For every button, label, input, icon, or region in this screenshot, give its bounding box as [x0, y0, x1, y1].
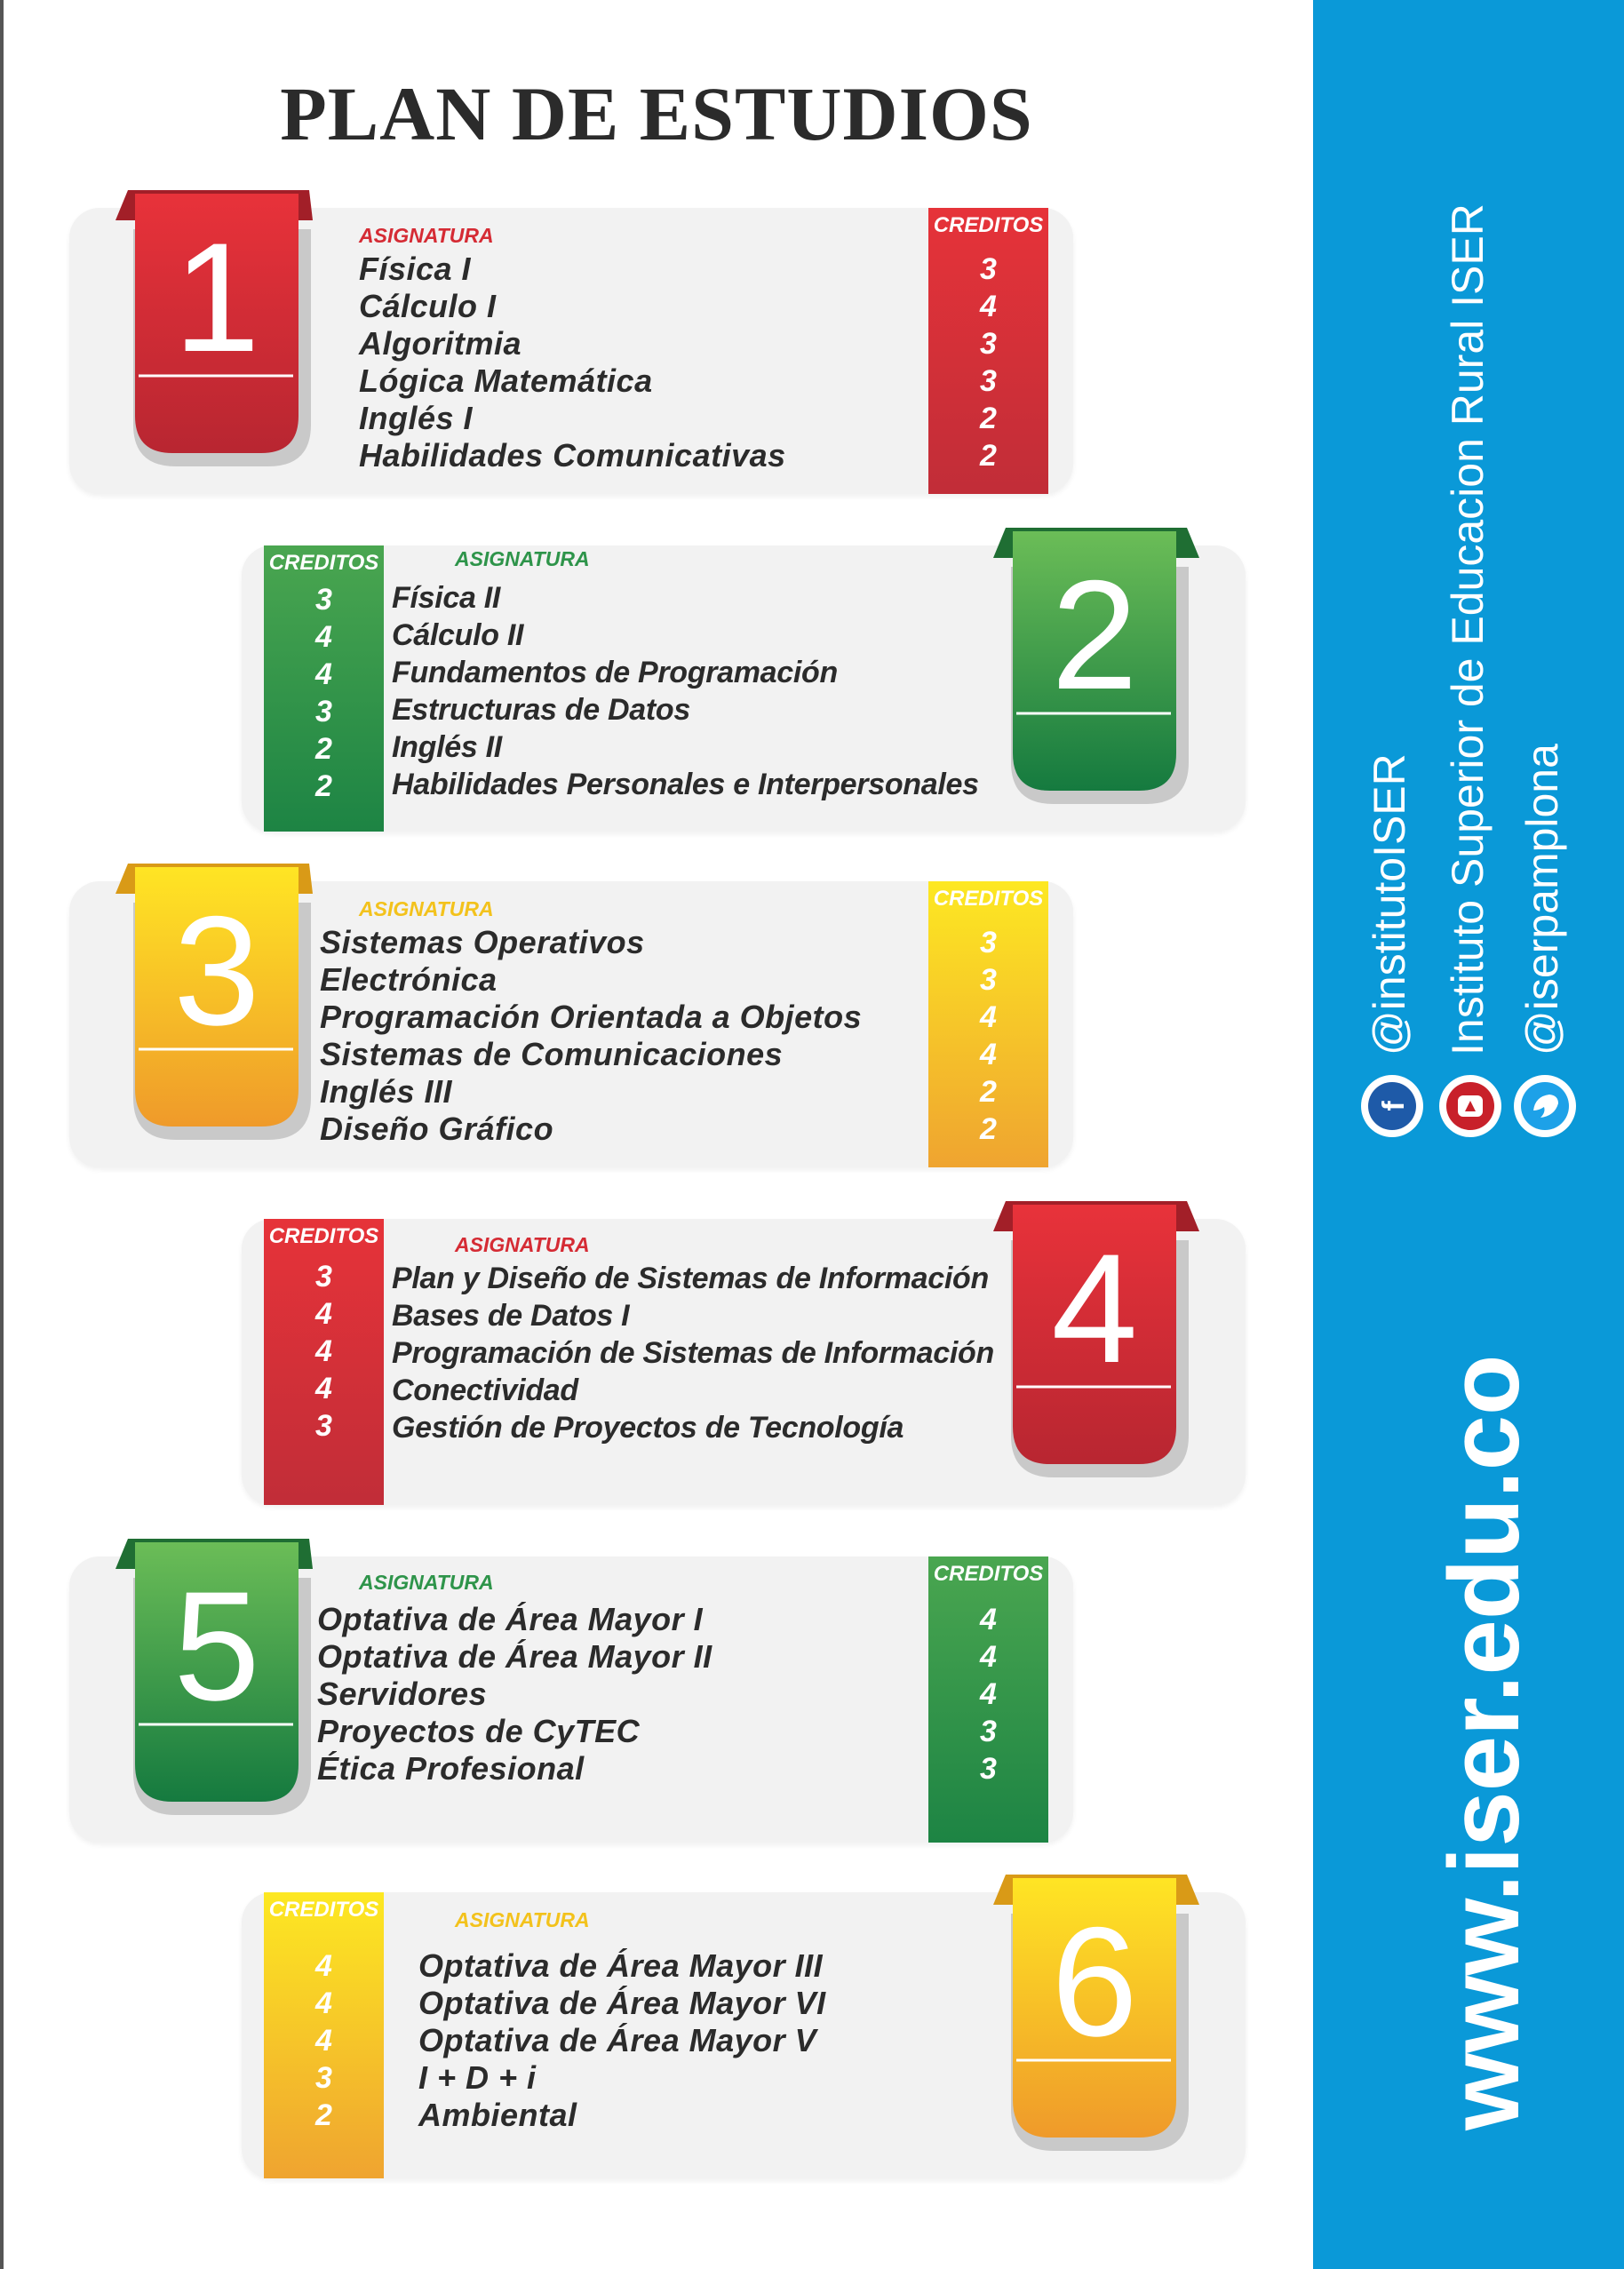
credit-value: 4: [315, 620, 332, 654]
subject-item: Habilidades Comunicativas: [359, 437, 786, 474]
credit-value: 4: [315, 1986, 332, 2020]
subject-list: [320, 924, 862, 1148]
credit-value: 4: [980, 1640, 997, 1674]
subject-item: Programación de Sistemas de Información: [392, 1336, 994, 1370]
credit-value: 2: [315, 769, 332, 803]
credit-value: 2: [315, 732, 332, 766]
credit-value: 4: [315, 1949, 332, 1983]
subject-item: Ambiental: [418, 2097, 577, 2133]
subject-item: Diseño Gráfico: [320, 1111, 554, 1147]
subject-item: Optativa de Área Mayor VI: [418, 1985, 826, 2021]
credit-value: 4: [315, 2024, 332, 2058]
semester-number: 2: [1051, 549, 1138, 722]
subject-item: Lógica Matemática: [359, 362, 653, 399]
institution-name: Instituto Superior de Educacion Rural ISER: [1443, 203, 1493, 1055]
creditos-label: CREDITOS: [268, 551, 379, 575]
creditos-label: CREDITOS: [933, 213, 1044, 237]
credit-value: 4: [315, 1372, 332, 1405]
subject-item: Inglés I: [359, 400, 474, 436]
credits-ribbon: [928, 881, 1048, 1167]
credit-list: [264, 581, 384, 805]
twitter-handle[interactable]: @iserpamplona: [1517, 744, 1567, 1055]
credit-value: 4: [980, 1000, 997, 1034]
subject-item: Cálculo II: [392, 618, 524, 652]
subject-list: [392, 579, 979, 803]
subject-item: Optativa de Área Mayor I: [317, 1601, 704, 1637]
subject-item: Optativa de Área Mayor III: [418, 1947, 824, 1984]
subject-item: Bases de Datos I: [392, 1299, 630, 1333]
semester-number-badge: [993, 1871, 1198, 2155]
svg-text:f: f: [1377, 1101, 1411, 1111]
subject-item: Estructuras de Datos: [392, 693, 690, 727]
credit-value: 4: [315, 657, 332, 691]
subject-item: Servidores: [317, 1676, 488, 1712]
subject-item: Física I: [359, 251, 472, 287]
credit-value: 3: [980, 926, 997, 959]
website-url[interactable]: www.iser.edu.co: [1429, 1354, 1540, 2130]
credit-value: 4: [980, 1603, 997, 1636]
facebook-handle[interactable]: @institutoISER: [1365, 753, 1414, 1055]
subject-item: Electrónica: [320, 961, 498, 998]
subject-item: Física II: [392, 581, 501, 615]
credit-value: 3: [980, 1752, 997, 1786]
credit-value: 3: [315, 1409, 332, 1443]
subject-item: Fundamentos de Programación: [392, 656, 838, 689]
semester-number: 6: [1051, 1896, 1138, 2069]
credit-value: 3: [315, 583, 332, 617]
credit-value: 3: [980, 963, 997, 997]
credit-value: 2: [980, 439, 997, 473]
credit-list: [928, 924, 1048, 1148]
creditos-label: CREDITOS: [268, 1224, 379, 1248]
subject-item: Habilidades Personales e Interpersonales: [392, 768, 979, 801]
credit-value: 2: [980, 402, 997, 435]
credit-value: 4: [315, 1334, 332, 1368]
subject-list: [359, 251, 786, 474]
semester-number-badge: [115, 1535, 320, 1819]
credits-ribbon: [264, 545, 384, 832]
page-title: PLAN DE ESTUDIOS: [280, 71, 1033, 156]
asignatura-label: ASIGNATURA: [455, 1908, 590, 1931]
youtube-icon[interactable]: [1439, 1075, 1501, 1137]
creditos-label: CREDITOS: [933, 887, 1044, 911]
asignatura-label: ASIGNATURA: [359, 897, 494, 920]
credit-value: 3: [315, 695, 332, 728]
subject-item: Ética Profesional: [317, 1750, 585, 1787]
credits-ribbon: [264, 1219, 384, 1505]
subject-item: Sistemas Operativos: [320, 924, 645, 960]
semester-number: 3: [173, 885, 260, 1058]
subject-item: Inglés III: [320, 1073, 453, 1110]
semester-number-badge: [115, 860, 320, 1144]
credit-value: 3: [315, 1260, 332, 1294]
credit-list: [928, 251, 1048, 474]
asignatura-label: ASIGNATURA: [359, 224, 494, 247]
credit-value: 3: [980, 364, 997, 398]
credit-value: 4: [980, 290, 997, 323]
credit-list: [264, 1258, 384, 1445]
semester-number: 1: [173, 211, 260, 385]
subject-item: Optativa de Área Mayor II: [317, 1638, 712, 1675]
subject-list: [392, 1260, 994, 1446]
creditos-label: CREDITOS: [268, 1898, 379, 1922]
credit-value: 2: [980, 1112, 997, 1146]
credit-value: 4: [980, 1677, 997, 1711]
asignatura-label: ASIGNATURA: [359, 1571, 494, 1594]
subject-list: [418, 1947, 826, 2134]
asignatura-label: ASIGNATURA: [455, 547, 590, 570]
credit-list: [928, 1601, 1048, 1787]
semester-number: 4: [1051, 1222, 1138, 1396]
credit-list: [264, 1947, 384, 2134]
subject-item: Algoritmia: [359, 325, 522, 362]
credit-value: 3: [980, 327, 997, 361]
semester-number-badge: [993, 1198, 1198, 1482]
semester-number-badge: [115, 187, 320, 471]
subject-item: Inglés II: [392, 730, 502, 764]
creditos-label: CREDITOS: [933, 1562, 1044, 1586]
credit-value: 3: [980, 252, 997, 286]
subject-item: I + D + i: [418, 2059, 537, 2096]
subject-item: Sistemas de Comunicaciones: [320, 1036, 784, 1072]
subject-list: [317, 1601, 712, 1787]
asignatura-label: ASIGNATURA: [455, 1233, 590, 1256]
subject-item: Programación Orientada a Objetos: [320, 999, 863, 1035]
credits-ribbon: [928, 208, 1048, 494]
subject-item: Proyectos de CyTEC: [317, 1713, 641, 1749]
credit-value: 2: [980, 1075, 997, 1109]
credit-value: 3: [980, 1715, 997, 1748]
subject-item: Optativa de Área Mayor V: [418, 2022, 817, 2058]
semester-number: 5: [173, 1560, 260, 1733]
subject-item: Cálculo I: [359, 288, 497, 324]
page-border: [0, 0, 4, 2269]
credits-ribbon: [264, 1892, 384, 2178]
credit-value: 3: [315, 2061, 332, 2095]
subject-item: Conectividad: [392, 1373, 578, 1407]
facebook-icon[interactable]: [1361, 1075, 1423, 1137]
credit-value: 4: [315, 1297, 332, 1331]
sidebar: [1313, 0, 1624, 2269]
credit-value: 4: [980, 1038, 997, 1071]
subject-item: Gestión de Proyectos de Tecnología: [392, 1411, 904, 1445]
credits-ribbon: [928, 1556, 1048, 1843]
credit-value: 2: [315, 2098, 332, 2132]
semester-number-badge: [993, 524, 1198, 808]
subject-item: Plan y Diseño de Sistemas de Información: [392, 1262, 989, 1295]
twitter-icon[interactable]: [1514, 1075, 1576, 1137]
